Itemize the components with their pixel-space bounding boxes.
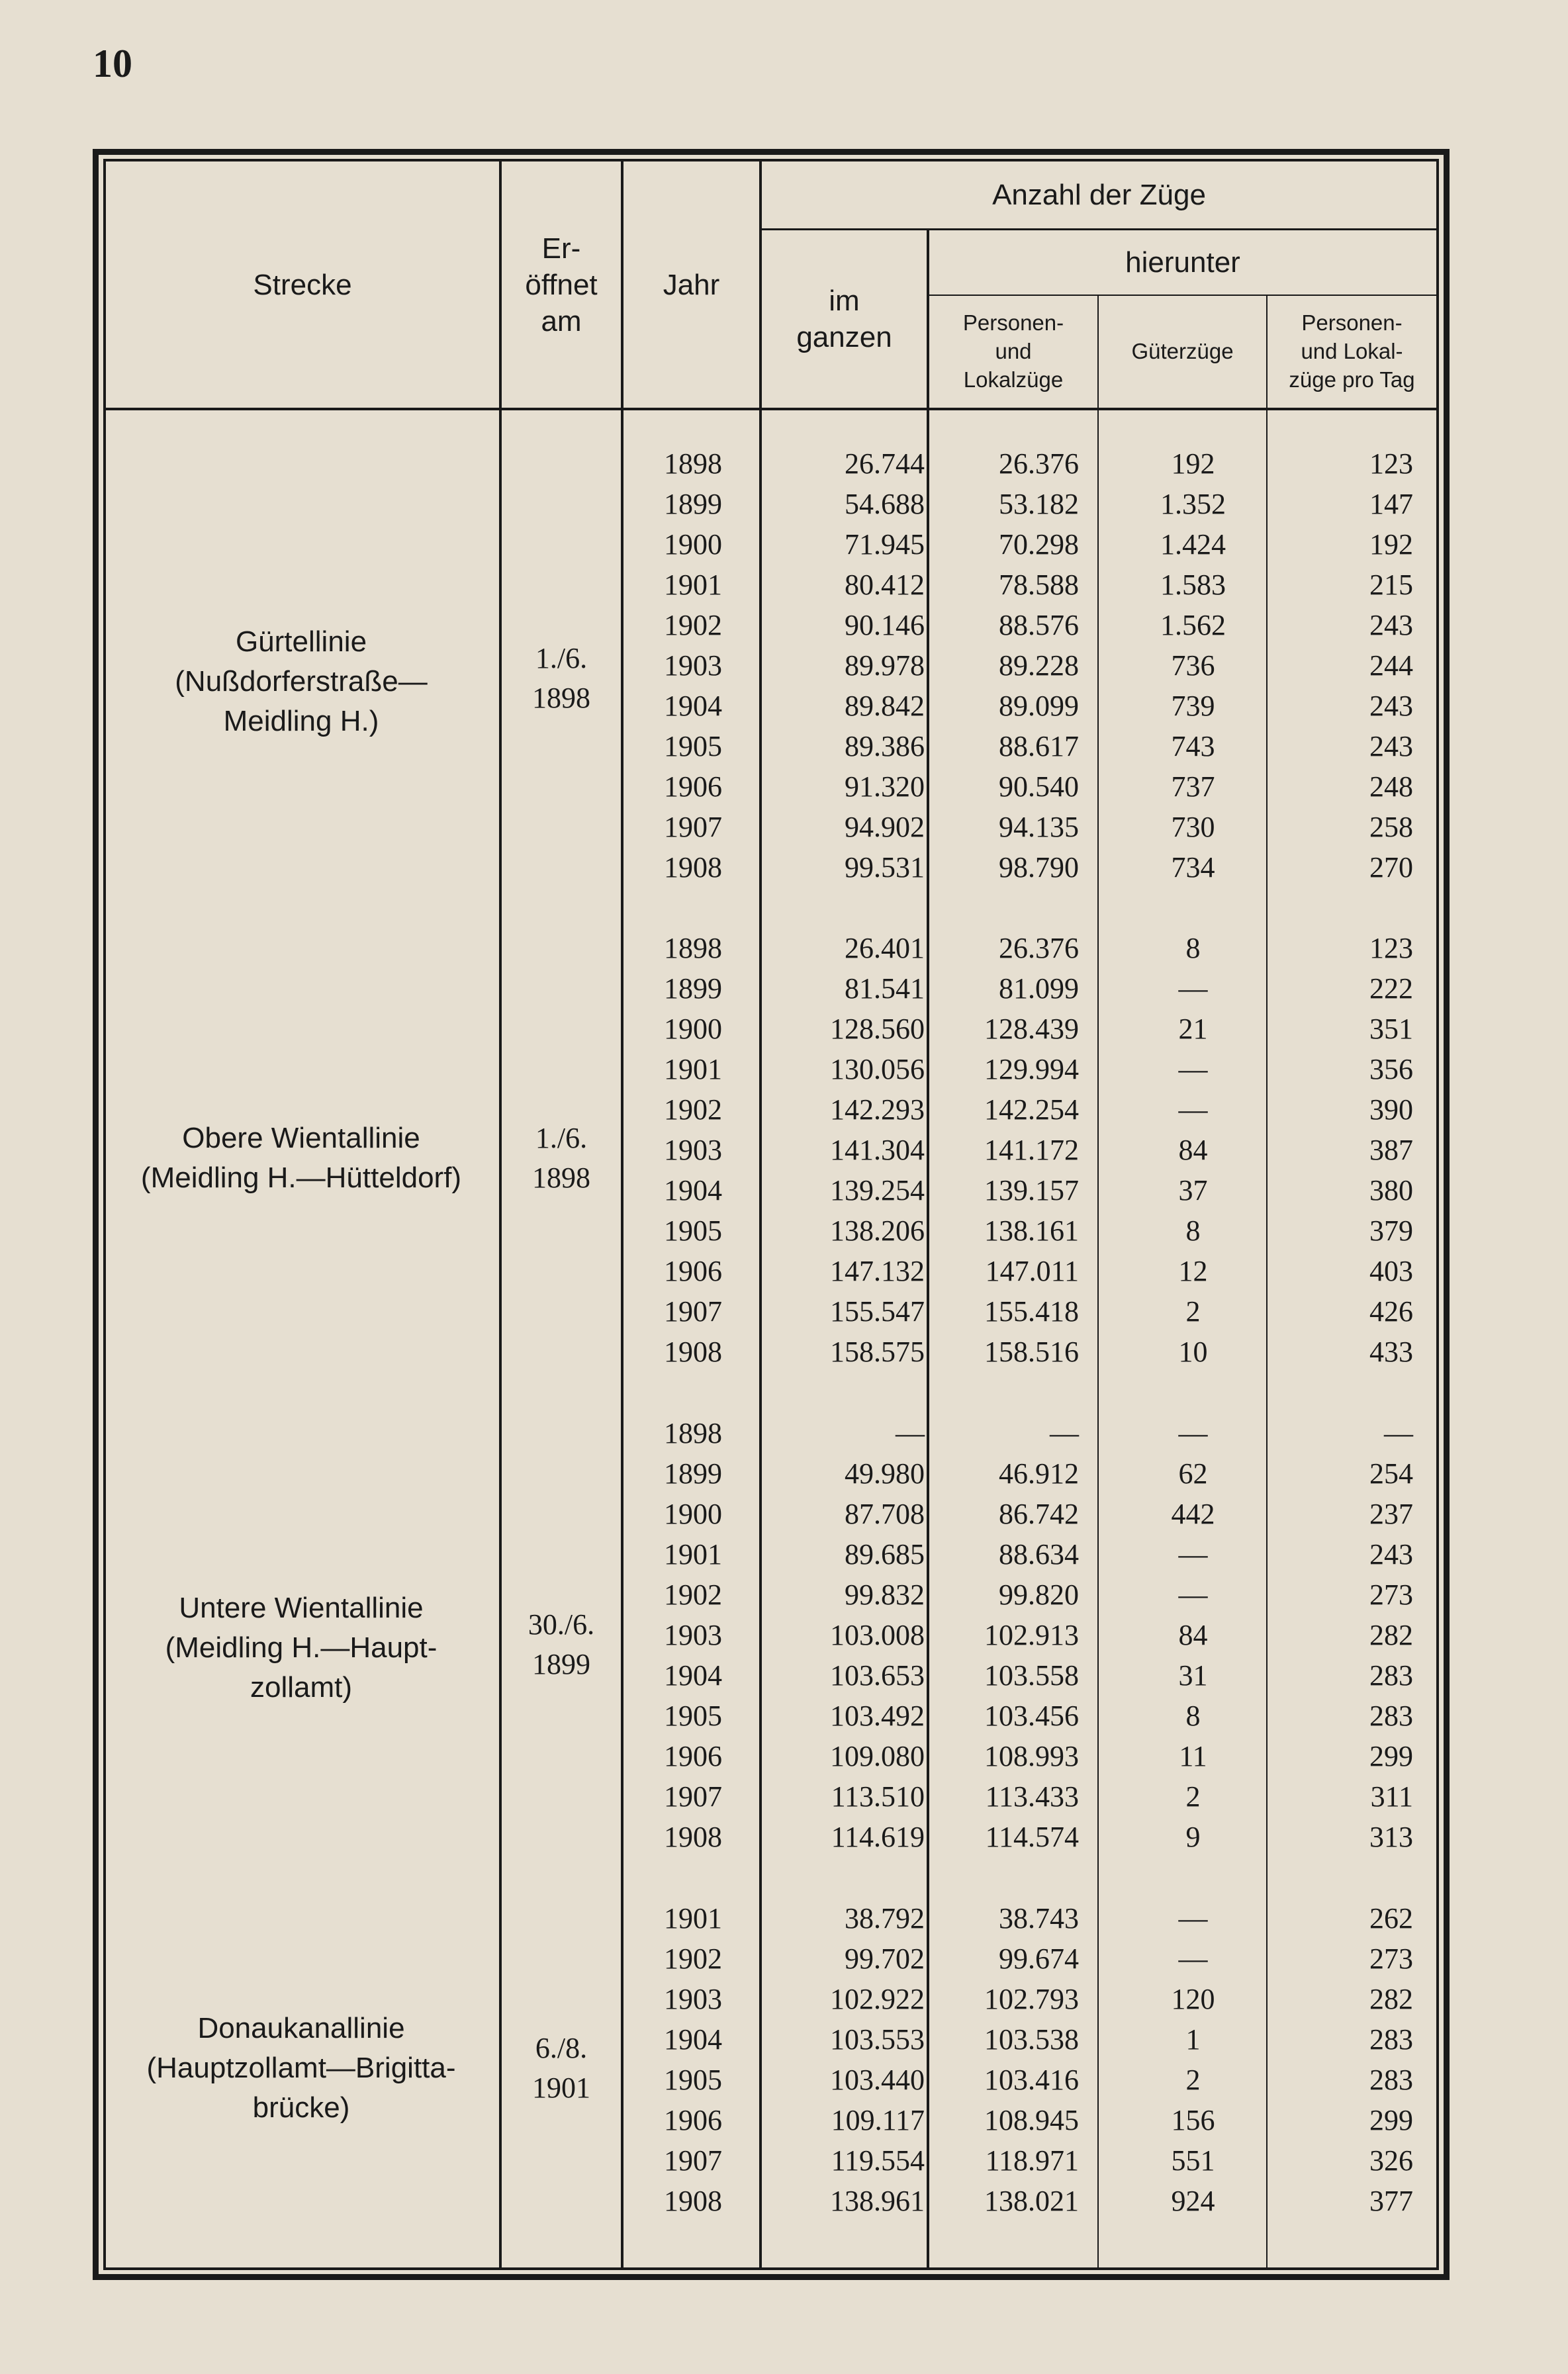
cell-personal-local: 141.172 bbox=[984, 1134, 1079, 1166]
cell-year: 1901 bbox=[664, 569, 722, 601]
cell-goods: 31 bbox=[1178, 1659, 1208, 1692]
cell-goods: 12 bbox=[1178, 1255, 1208, 1287]
cell-personal-local: 139.157 bbox=[984, 1174, 1079, 1207]
cell-per-day: 356 bbox=[1369, 1053, 1413, 1085]
cell-goods: 21 bbox=[1178, 1013, 1208, 1045]
cell-per-day: 403 bbox=[1369, 1255, 1413, 1287]
cell-personal-local: 26.376 bbox=[999, 932, 1079, 964]
cell-year: 1903 bbox=[664, 649, 722, 682]
cell-goods: — bbox=[1178, 1538, 1208, 1571]
cell-total: 87.708 bbox=[845, 1498, 925, 1530]
cell-total: 71.945 bbox=[845, 528, 925, 561]
cell-total: 89.685 bbox=[845, 1538, 925, 1571]
cell-per-day: 299 bbox=[1369, 2104, 1413, 2136]
cell-personal-local: 103.416 bbox=[984, 2064, 1079, 2096]
cell-total: 80.412 bbox=[845, 569, 925, 601]
cell-goods: 2 bbox=[1185, 2064, 1201, 2096]
cell-year: 1908 bbox=[664, 2185, 722, 2217]
cell-goods: 734 bbox=[1171, 851, 1215, 884]
cell-personal-local: 81.099 bbox=[999, 972, 1079, 1005]
cell-total: 128.560 bbox=[830, 1013, 925, 1045]
cell-goods: 737 bbox=[1171, 770, 1215, 803]
cell-per-day: 390 bbox=[1369, 1093, 1413, 1126]
cell-per-day: 123 bbox=[1369, 932, 1413, 964]
cell-personal-local: 138.161 bbox=[984, 1214, 1079, 1247]
cell-personal-local: 147.011 bbox=[985, 1255, 1079, 1287]
cell-year: 1905 bbox=[664, 1700, 722, 1732]
cell-total: 130.056 bbox=[830, 1053, 925, 1085]
header-eroeffnet: Er- öffnet am bbox=[525, 232, 598, 338]
cell-personal-local: 113.433 bbox=[985, 1780, 1079, 1813]
cell-per-day: 311 bbox=[1370, 1780, 1413, 1813]
cell-per-day: 222 bbox=[1369, 972, 1413, 1005]
page-number: 10 bbox=[93, 42, 132, 85]
cell-total: — bbox=[896, 1417, 925, 1449]
section-label-untere-wientallinie: Untere Wientallinie (Meidling H.—Haupt- zollamt) bbox=[165, 1592, 438, 1704]
cell-per-day: 379 bbox=[1369, 1214, 1413, 1247]
cell-personal-local: 70.298 bbox=[999, 528, 1079, 561]
cell-per-day: 283 bbox=[1369, 1700, 1413, 1732]
cell-per-day: 248 bbox=[1369, 770, 1413, 803]
cell-year: 1906 bbox=[664, 1740, 722, 1772]
cell-personal-local: 88.634 bbox=[999, 1538, 1079, 1571]
cell-goods: — bbox=[1178, 1417, 1208, 1449]
cell-year: 1904 bbox=[664, 1174, 722, 1207]
col-rule-total bbox=[927, 228, 929, 2267]
cell-total: 103.008 bbox=[830, 1619, 925, 1651]
cell-year: 1906 bbox=[664, 770, 722, 803]
header-im-ganzen: im ganzen bbox=[796, 285, 892, 353]
cell-goods: 743 bbox=[1171, 730, 1215, 762]
cell-year: 1900 bbox=[664, 528, 722, 561]
header-hierunter: hierunter bbox=[1125, 246, 1240, 279]
cell-year: 1907 bbox=[664, 1780, 722, 1813]
cell-per-day: 243 bbox=[1369, 690, 1413, 722]
cell-total: 142.293 bbox=[830, 1093, 925, 1126]
cell-per-day: — bbox=[1384, 1417, 1413, 1449]
cell-per-day: 215 bbox=[1369, 569, 1413, 601]
cell-personal-local: — bbox=[1050, 1417, 1079, 1449]
cell-goods: 1.352 bbox=[1160, 488, 1226, 520]
cell-goods: 8 bbox=[1185, 1700, 1201, 1732]
cell-total: 81.541 bbox=[845, 972, 925, 1005]
cell-total: 141.304 bbox=[830, 1134, 925, 1166]
cell-goods: 551 bbox=[1171, 2144, 1215, 2177]
cell-per-day: 244 bbox=[1369, 649, 1413, 682]
cell-personal-local: 103.456 bbox=[984, 1700, 1079, 1732]
cell-year: 1904 bbox=[664, 1659, 722, 1692]
cell-personal-local: 102.913 bbox=[984, 1619, 1079, 1651]
cell-personal-local: 128.439 bbox=[984, 1013, 1079, 1045]
cell-per-day: 237 bbox=[1369, 1498, 1413, 1530]
cell-total: 102.922 bbox=[830, 1983, 925, 2015]
cell-year: 1900 bbox=[664, 1498, 722, 1530]
cell-per-day: 192 bbox=[1369, 528, 1413, 561]
cell-per-day: 123 bbox=[1369, 447, 1413, 480]
cell-personal-local: 99.674 bbox=[999, 1942, 1079, 1975]
cell-year: 1905 bbox=[664, 730, 722, 762]
cell-personal-local: 108.945 bbox=[984, 2104, 1079, 2136]
cell-year: 1901 bbox=[664, 1902, 722, 1935]
cell-total: 26.744 bbox=[845, 447, 925, 480]
cell-year: 1906 bbox=[664, 2104, 722, 2136]
cell-personal-local: 90.540 bbox=[999, 770, 1079, 803]
cell-per-day: 243 bbox=[1369, 609, 1413, 641]
cell-year: 1898 bbox=[664, 1417, 722, 1449]
section-label-guertellinie: Gürtellinie (Nußdorferstraße— Meidling H.) bbox=[175, 625, 428, 737]
cell-per-day: 283 bbox=[1369, 2064, 1413, 2096]
cell-per-day: 326 bbox=[1369, 2144, 1413, 2177]
header-jahr: Jahr bbox=[663, 268, 720, 301]
cell-total: 147.132 bbox=[830, 1255, 925, 1287]
col-rule-personal bbox=[1097, 296, 1099, 2267]
cell-total: 139.254 bbox=[830, 1174, 925, 1207]
cell-per-day: 258 bbox=[1369, 811, 1413, 843]
cell-year: 1907 bbox=[664, 1295, 722, 1328]
cell-per-day: 426 bbox=[1369, 1295, 1413, 1328]
cell-personal-local: 108.993 bbox=[984, 1740, 1079, 1772]
cell-year: 1902 bbox=[664, 1093, 722, 1126]
cell-goods: 84 bbox=[1178, 1134, 1208, 1166]
cell-goods: 2 bbox=[1185, 1295, 1201, 1328]
cell-total: 91.320 bbox=[845, 770, 925, 803]
cell-per-day: 283 bbox=[1369, 2023, 1413, 2056]
rule-below-header bbox=[106, 408, 1436, 410]
cell-year: 1902 bbox=[664, 1578, 722, 1611]
cell-total: 109.117 bbox=[831, 2104, 925, 2136]
cell-year: 1899 bbox=[664, 488, 722, 520]
cell-total: 158.575 bbox=[830, 1336, 925, 1368]
cell-year: 1905 bbox=[664, 1214, 722, 1247]
cell-per-day: 387 bbox=[1369, 1134, 1413, 1166]
cell-personal-local: 129.994 bbox=[984, 1053, 1079, 1085]
cell-total: 113.510 bbox=[831, 1780, 925, 1813]
cell-personal-local: 89.228 bbox=[999, 649, 1079, 682]
cell-goods: 37 bbox=[1178, 1174, 1208, 1207]
cell-personal-local: 98.790 bbox=[999, 851, 1079, 884]
cell-total: 109.080 bbox=[830, 1740, 925, 1772]
cell-goods: 192 bbox=[1171, 447, 1215, 480]
cell-goods: 2 bbox=[1185, 1780, 1201, 1813]
cell-goods: — bbox=[1178, 972, 1208, 1005]
cell-year: 1901 bbox=[664, 1053, 722, 1085]
cell-goods: 62 bbox=[1178, 1457, 1208, 1490]
header-gueterzuege: Güterzüge bbox=[1131, 339, 1234, 364]
cell-personal-local: 99.820 bbox=[999, 1578, 1079, 1611]
cell-total: 103.653 bbox=[830, 1659, 925, 1692]
cell-total: 49.980 bbox=[845, 1457, 925, 1490]
cell-personal-local: 138.021 bbox=[984, 2185, 1079, 2217]
cell-goods: 739 bbox=[1171, 690, 1215, 722]
cell-year: 1905 bbox=[664, 2064, 722, 2096]
cell-year: 1903 bbox=[664, 1983, 722, 2015]
cell-goods: 8 bbox=[1185, 932, 1201, 964]
cell-year: 1907 bbox=[664, 811, 722, 843]
cell-total: 103.440 bbox=[830, 2064, 925, 2096]
cell-per-day: 243 bbox=[1369, 730, 1413, 762]
header-strecke: Strecke bbox=[253, 268, 352, 301]
cell-total: 103.492 bbox=[830, 1700, 925, 1732]
cell-goods: — bbox=[1178, 1053, 1208, 1085]
cell-per-day: 282 bbox=[1369, 1983, 1413, 2015]
cell-per-day: 313 bbox=[1369, 1821, 1413, 1853]
cell-personal-local: 53.182 bbox=[999, 488, 1079, 520]
cell-per-day: 273 bbox=[1369, 1578, 1413, 1611]
cell-per-day: 380 bbox=[1369, 1174, 1413, 1207]
cell-total: 54.688 bbox=[845, 488, 925, 520]
cell-personal-local: 46.912 bbox=[999, 1457, 1079, 1490]
cell-total: 89.842 bbox=[845, 690, 925, 722]
cell-per-day: 282 bbox=[1369, 1619, 1413, 1651]
opened-date-donaukanallinie: 6./8. 1901 bbox=[532, 2032, 590, 2104]
col-rule-strecke bbox=[499, 161, 502, 2267]
cell-year: 1899 bbox=[664, 1457, 722, 1490]
cell-year: 1903 bbox=[664, 1619, 722, 1651]
cell-per-day: 262 bbox=[1369, 1902, 1413, 1935]
cell-total: 99.832 bbox=[845, 1578, 925, 1611]
cell-year: 1901 bbox=[664, 1538, 722, 1571]
cell-year: 1908 bbox=[664, 1336, 722, 1368]
cell-goods: 1.583 bbox=[1160, 569, 1226, 601]
cell-personal-local: 118.971 bbox=[985, 2144, 1079, 2177]
cell-year: 1898 bbox=[664, 932, 722, 964]
cell-personal-local: 103.538 bbox=[984, 2023, 1079, 2056]
cell-goods: 1.562 bbox=[1160, 609, 1226, 641]
cell-goods: 1 bbox=[1185, 2023, 1201, 2056]
cell-goods: 924 bbox=[1171, 2185, 1215, 2217]
cell-goods: 442 bbox=[1171, 1498, 1215, 1530]
cell-goods: — bbox=[1178, 1942, 1208, 1975]
cell-personal-local: 94.135 bbox=[999, 811, 1079, 843]
cell-personal-local: 78.588 bbox=[999, 569, 1079, 601]
cell-year: 1904 bbox=[664, 2023, 722, 2056]
opened-date-obere-wientallinie: 1./6. 1898 bbox=[532, 1122, 590, 1194]
cell-per-day: 147 bbox=[1369, 488, 1413, 520]
cell-goods: — bbox=[1178, 1093, 1208, 1126]
cell-personal-local: 88.617 bbox=[999, 730, 1079, 762]
cell-year: 1907 bbox=[664, 2144, 722, 2177]
cell-year: 1904 bbox=[664, 690, 722, 722]
cell-goods: — bbox=[1178, 1902, 1208, 1935]
cell-year: 1898 bbox=[664, 447, 722, 480]
cell-total: 119.554 bbox=[831, 2144, 925, 2177]
cell-year: 1902 bbox=[664, 609, 722, 641]
cell-personal-local: 88.576 bbox=[999, 609, 1079, 641]
cell-goods: 8 bbox=[1185, 1214, 1201, 1247]
cell-year: 1908 bbox=[664, 851, 722, 884]
cell-goods: — bbox=[1178, 1578, 1208, 1611]
cell-personal-local: 103.558 bbox=[984, 1659, 1079, 1692]
cell-per-day: 299 bbox=[1369, 1740, 1413, 1772]
cell-goods: 84 bbox=[1178, 1619, 1208, 1651]
cell-personal-local: 114.574 bbox=[985, 1821, 1079, 1853]
cell-total: 103.553 bbox=[830, 2023, 925, 2056]
cell-total: 99.702 bbox=[845, 1942, 925, 1975]
cell-goods: 9 bbox=[1185, 1821, 1201, 1853]
cell-total: 99.531 bbox=[845, 851, 925, 884]
cell-personal-local: 155.418 bbox=[984, 1295, 1079, 1328]
cell-personal-local: 158.516 bbox=[984, 1336, 1079, 1368]
cell-per-day: 283 bbox=[1369, 1659, 1413, 1692]
cell-per-day: 377 bbox=[1369, 2185, 1413, 2217]
cell-per-day: 254 bbox=[1369, 1457, 1413, 1490]
opened-date-guertellinie: 1./6. 1898 bbox=[532, 642, 590, 714]
cell-per-day: 243 bbox=[1369, 1538, 1413, 1571]
cell-per-day: 351 bbox=[1369, 1013, 1413, 1045]
header-personen-lokalzuege: Personen- und Lokalzüge bbox=[962, 310, 1064, 392]
cell-personal-local: 26.376 bbox=[999, 447, 1079, 480]
cell-per-day: 270 bbox=[1369, 851, 1413, 884]
cell-goods: 1.424 bbox=[1160, 528, 1226, 561]
cell-year: 1900 bbox=[664, 1013, 722, 1045]
cell-year: 1908 bbox=[664, 1821, 722, 1853]
cell-total: 94.902 bbox=[845, 811, 925, 843]
cell-total: 138.206 bbox=[830, 1214, 925, 1247]
section-label-donaukanallinie: Donaukanallinie (Hauptzollamt—Brigitta- brücke) bbox=[146, 2012, 456, 2124]
cell-total: 90.146 bbox=[845, 609, 925, 641]
cell-total: 89.386 bbox=[845, 730, 925, 762]
cell-year: 1899 bbox=[664, 972, 722, 1005]
cell-personal-local: 86.742 bbox=[999, 1498, 1079, 1530]
cell-year: 1906 bbox=[664, 1255, 722, 1287]
cell-personal-local: 142.254 bbox=[984, 1093, 1079, 1126]
cell-personal-local: 38.743 bbox=[999, 1902, 1079, 1935]
cell-year: 1903 bbox=[664, 1134, 722, 1166]
cell-personal-local: 89.099 bbox=[999, 690, 1079, 722]
cell-personal-local: 102.793 bbox=[984, 1983, 1079, 2015]
cell-year: 1902 bbox=[664, 1942, 722, 1975]
cell-goods: 11 bbox=[1179, 1740, 1207, 1772]
cell-per-day: 273 bbox=[1369, 1942, 1413, 1975]
header-anzahl: Anzahl der Züge bbox=[992, 179, 1206, 211]
cell-goods: 120 bbox=[1171, 1983, 1215, 2015]
cell-total: 138.961 bbox=[830, 2185, 925, 2217]
cell-goods: 156 bbox=[1171, 2104, 1215, 2136]
header-pro-tag: Personen- und Lokal- züge pro Tag bbox=[1289, 310, 1415, 392]
cell-total: 155.547 bbox=[830, 1295, 925, 1328]
cell-total: 26.401 bbox=[845, 932, 925, 964]
cell-total: 38.792 bbox=[845, 1902, 925, 1935]
cell-goods: 730 bbox=[1171, 811, 1215, 843]
cell-goods: 736 bbox=[1171, 649, 1215, 682]
cell-per-day: 433 bbox=[1369, 1336, 1413, 1368]
cell-goods: 10 bbox=[1178, 1336, 1208, 1368]
cell-total: 89.978 bbox=[845, 649, 925, 682]
opened-date-untere-wientallinie: 30./6. 1899 bbox=[528, 1608, 595, 1680]
cell-total: 114.619 bbox=[831, 1821, 925, 1853]
section-label-obere-wientallinie: Obere Wientallinie (Meidling H.—Hütteldorf) bbox=[140, 1122, 462, 1194]
